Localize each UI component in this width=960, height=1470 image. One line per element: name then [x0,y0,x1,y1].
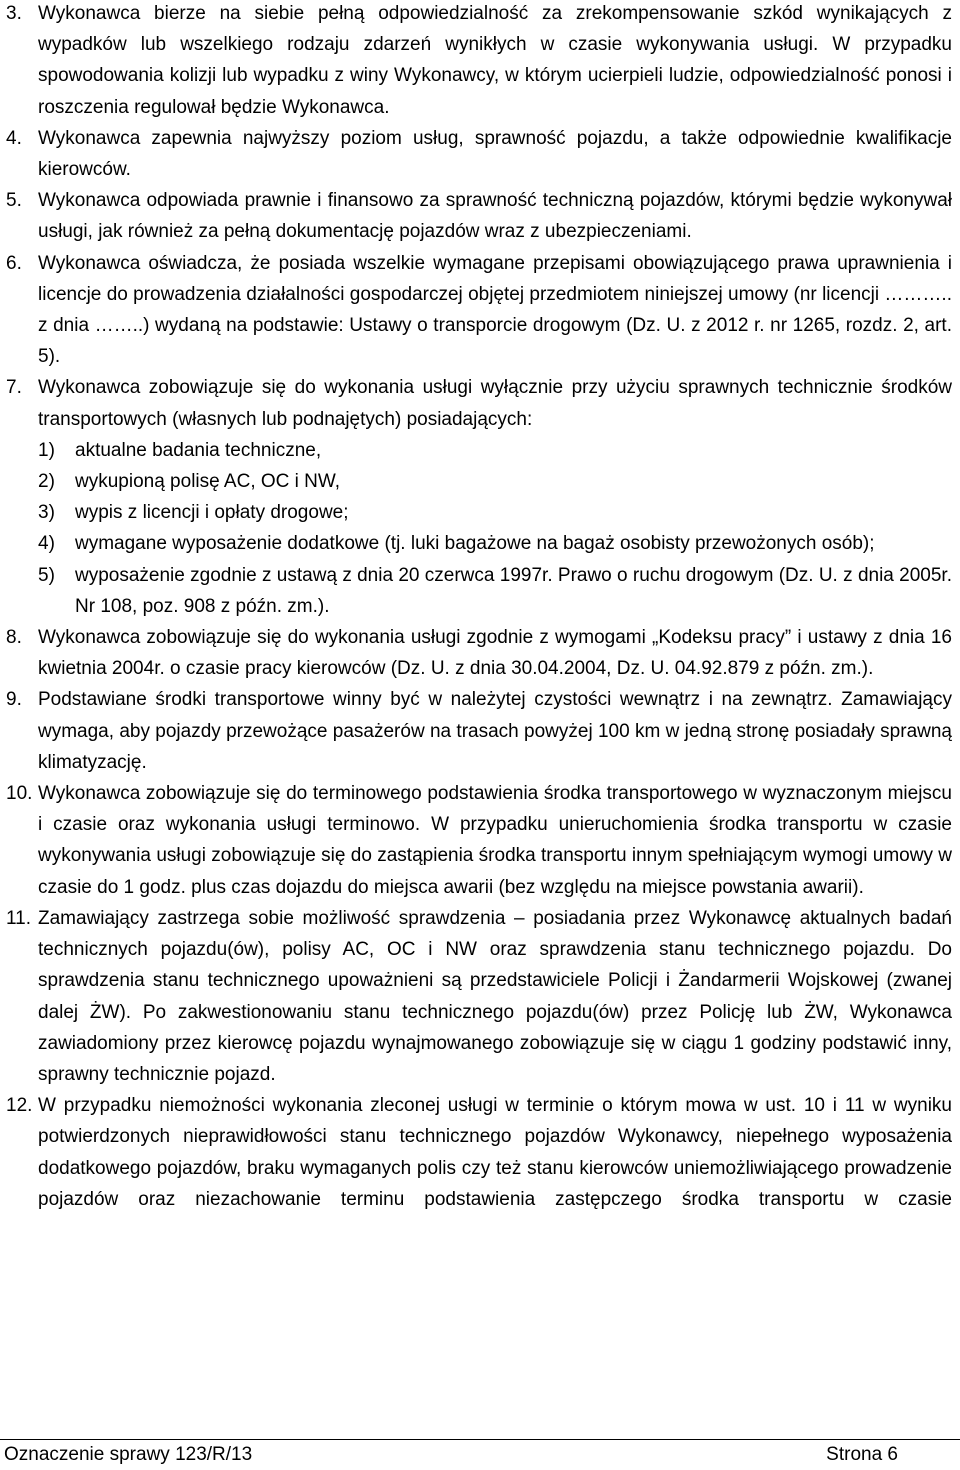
item-text: Wykonawca zapewnia najwyższy poziom usług, sprawność pojazdu, a także odpowiednie kwalifikacje kierowców. [38,127,952,181]
sub-item-number: 3) [38,502,55,524]
item-text: Wykonawca zobowiązuje się do wykonania usługi zgodnie z wymogami „Kodeksu pracy” i ustawy z dnia 16 kwietnia 2004r. o czasie pracy kierowców (Dz. U. z dnia 30.04.2004, Dz. U. 04.92.879 z późn. zm.). [38,627,952,680]
sub-item-text: wypis z licencji i opłaty drogowe; [75,502,349,524]
item-number: 12. [6,1095,33,1117]
sub-item-1 [38,435,952,466]
item-number: 11. [6,907,32,929]
list-item-6 [6,248,952,373]
item-number: 5. [6,190,22,212]
item-text: Wykonawca bierze na siebie pełną odpowiedzialność za zrekompensowanie szkód wynikających z wypadków lub wszelkiego rodzaju zdarzeń wynikłych w czasie wykonywania usługi. W przypadku spowodowania kolizji lub wypadku z winy Wykonawcy, w którym ucierpieli ludzie, odpowiedzialność ponosi i roszczenia regulował będzie Wykonawca. [38,3,952,118]
item-number: 4. [6,127,22,149]
sub-item-number: 5) [38,564,55,586]
sub-item-text: wykupioną polisę AC, OC i NW, [75,471,341,493]
item-number: 10. [6,783,33,805]
item-text: Podstawiane środki transportowe winny być w należytej czystości wewnątrz i na zewnątrz. Zamawiający wymaga, aby pojazdy przewożące pasażerów na trasach powyżej 100 km w jedną stronę posiadały sprawną klimatyzację. [38,689,952,773]
item-text: Wykonawca zobowiązuje się do terminowego podstawienia środka transportowego w wyznaczonym miejscu i czasie oraz wykonania usługi terminowo. W przypadku unieruchomienia środka transportu w czasie wykonywania usługi zobowiązuje się do zastąpienia środka transportu innym spełniającym wymogi umowy w czasie do 1 godz. plus czas dojazdu do miejsca awarii (bez względu na miejsce powstania awarii). [38,783,952,898]
item-text: W przypadku niemożności wykonania zleconej usługi w terminie o którym mowa w ust. 10 i 11 w wyniku potwierdzonych nieprawidłowości stanu technicznego pojazdów Wykonawcy, niepełnego wyposażenia dodatkowego pojazdów, braku wymaganych polis czy też stanu kierowców uniemożliwiającego prowadzenie pojazdów oraz niezachowanie terminu podstawienia zastępczego środka transportu w czasie [38,1095,952,1210]
sub-item-text: aktualne badania techniczne, [75,439,322,461]
list-item-9 [6,684,952,778]
item-text: Wykonawca zobowiązuje się do wykonania usługi wyłącznie przy użyciu sprawnych technicznie środków transportowych (własnych lub podnajętych) posiadających: [38,377,952,430]
page-number: Strona 6 [826,1444,898,1465]
sub-item-text: wyposażenie zgodnie z ustawą z dnia 20 czerwca 1997r. Prawo o ruchu drogowym (Dz. U. z dnia 2005r. Nr 108, poz. 908 z późn. zm.). [75,564,952,617]
list-item-3 [6,0,952,123]
item-number: 8. [6,627,22,649]
item-number: 7. [6,377,22,399]
item-body [38,372,952,622]
list-item-5 [6,185,952,247]
list-item-4 [6,123,952,185]
list-item-12 [6,1090,952,1215]
sub-list [38,435,952,622]
case-reference: Oznaczenie sprawy 123/R/13 [4,1444,253,1465]
numbered-list [6,0,952,1215]
item-text: Wykonawca oświadcza, że posiada wszelkie wymagane przepisami obowiązującego prawa uprawnienia i licencje do prowadzenia działalności gospodarczej objętej przedmiotem niniejszej umowy (nr licencji ……….. z dnia ……..) wydaną na podstawie: Ustawy o transporcie drogowym (Dz. U. z 2012 r. nr 1265, rozdz. 2, art. 5). [38,252,952,368]
sub-item-2 [38,466,952,497]
list-item-10 [6,778,952,903]
item-number: 6. [6,252,22,274]
item-number: 3. [6,3,22,24]
list-item-11 [6,903,952,1090]
item-text: Wykonawca odpowiada prawnie i finansowo za sprawność techniczną pojazdów, którymi będzie wykonywał usługi, jak również za pełną dokumentację pojazdów wraz z ubezpieczeniami. [38,190,952,243]
sub-item-number: 1) [38,439,55,461]
sub-item-number: 4) [38,533,55,555]
sub-item-4 [38,528,952,559]
list-item-7 [6,372,952,622]
sub-item-number: 2) [38,471,55,493]
list-item-8 [6,622,952,684]
sub-item-5 [38,560,952,622]
item-number: 9. [6,689,22,711]
page-footer [0,1439,960,1470]
item-text: Zamawiający zastrzega sobie możliwość sprawdzenia – posiadania przez Wykonawcę aktualnych badań technicznych pojazdu(ów), polisy AC, OC i NW oraz sprawdzenia stanu technicznego pojazdu. Do sprawdzenia stanu technicznego upoważnieni są przedstawiciele Policji i Żandarmerii Wojskowej (zwanej dalej ŻW). Po zakwestionowaniu stanu technicznego pojazdu(ów) przez Policję lub ŻW, Wykonawca zawiadomiony przez kierowcę pojazdu wynajmowanego zobowiązuje się w ciągu 1 godziny podstawić inny, sprawny technicznie pojazd. [38,907,952,1085]
sub-item-3 [38,497,952,528]
sub-item-text: wymagane wyposażenie dodatkowe (tj. luki bagażowe na bagaż osobisty przewożonych osób); [75,533,875,555]
